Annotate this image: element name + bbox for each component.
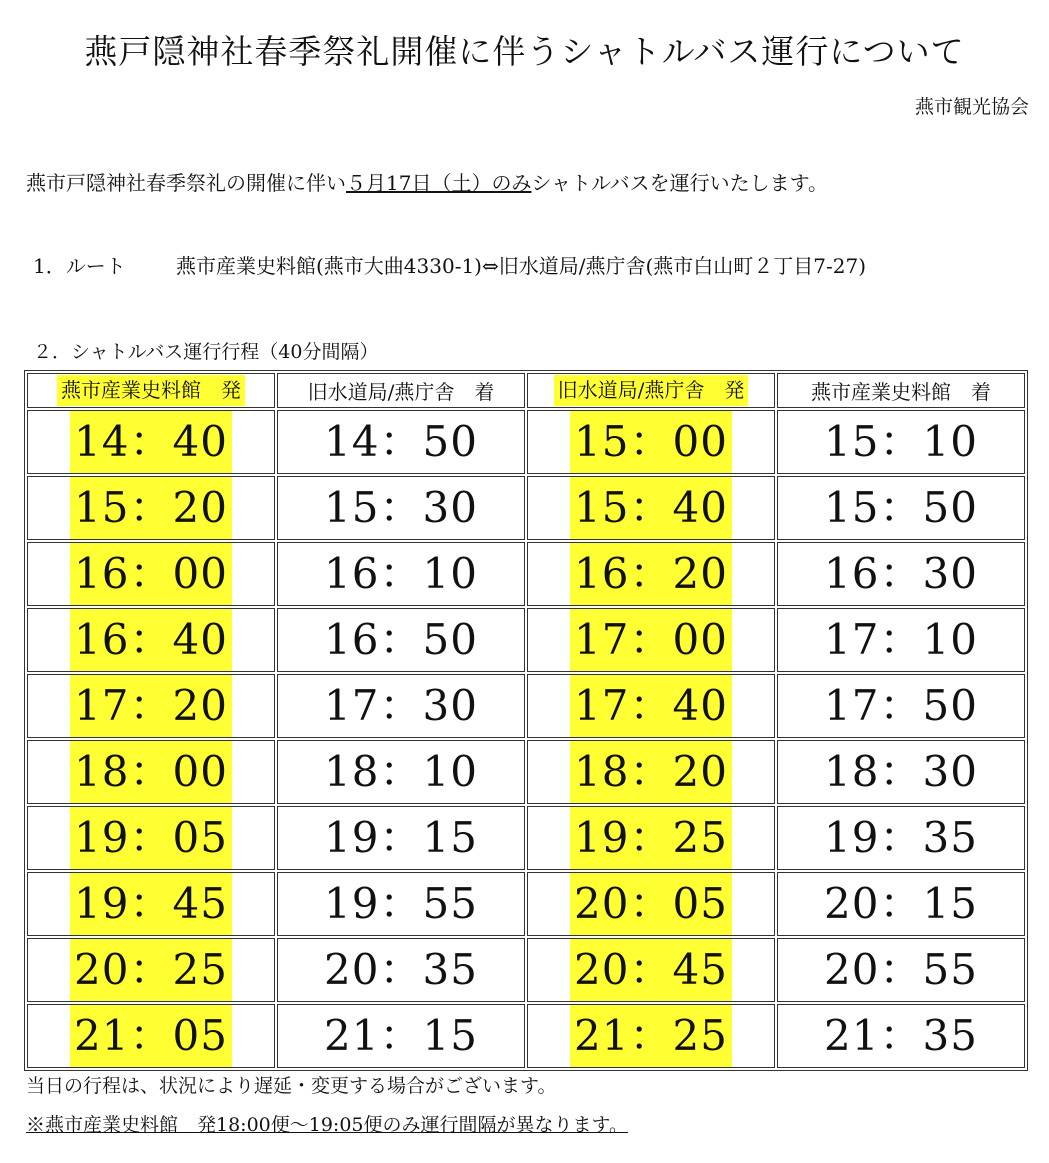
time-cell (527, 806, 775, 870)
interval-note: ※燕市産業史料館 発18:00便～19:05便のみ運行間隔が異なります。 (26, 1114, 628, 1136)
time-value: 15：50 (824, 483, 978, 532)
time-value: 16：50 (324, 615, 478, 664)
time-value: 16：00 (70, 543, 232, 605)
time-cell (277, 476, 525, 540)
time-cell (777, 872, 1025, 936)
header-cell (277, 373, 525, 408)
intro-text (26, 167, 828, 196)
time-value: 20：45 (570, 939, 732, 1001)
table-row (27, 1004, 1025, 1068)
time-cell (527, 740, 775, 804)
time-cell (777, 410, 1025, 474)
table-row (27, 740, 1025, 804)
time-value: 19：05 (70, 807, 232, 869)
table-row (27, 806, 1025, 870)
time-cell (27, 542, 275, 606)
time-cell (277, 608, 525, 672)
time-value: 20：55 (824, 945, 978, 994)
time-cell (27, 476, 275, 540)
time-value: 17：10 (824, 615, 978, 664)
time-value: 21：05 (70, 1005, 232, 1067)
time-cell (277, 938, 525, 1002)
time-cell (277, 410, 525, 474)
delay-note: 当日の行程は、状況により遅延・変更する場合がございます。 (26, 1075, 557, 1097)
time-value: 18：10 (324, 747, 478, 796)
time-cell (27, 740, 275, 804)
time-value: 15：20 (70, 477, 232, 539)
time-value: 18：30 (824, 747, 978, 796)
time-cell (777, 608, 1025, 672)
time-cell (777, 740, 1025, 804)
time-cell (527, 938, 775, 1002)
time-value: 15：30 (324, 483, 478, 532)
table-row (27, 608, 1025, 672)
time-cell (527, 1004, 775, 1068)
intro-before: 燕市戸隠神社春季祭礼の開催に伴い (26, 171, 346, 195)
time-cell (527, 872, 775, 936)
time-value: 19：55 (324, 879, 478, 928)
time-value: 20：15 (824, 879, 978, 928)
time-value: 19：45 (70, 873, 232, 935)
header-label: 燕市産業史料館 発 (57, 375, 245, 406)
header-cell (777, 373, 1025, 408)
time-cell (527, 674, 775, 738)
time-cell (27, 872, 275, 936)
time-value: 16：40 (70, 609, 232, 671)
time-value: 15：40 (570, 477, 732, 539)
time-cell (277, 1004, 525, 1068)
schedule-header-row (27, 373, 1025, 408)
time-cell (277, 872, 525, 936)
time-cell (27, 608, 275, 672)
schedule-table (24, 370, 1028, 1071)
intro-after: シャトルバスを運行いたします。 (531, 171, 829, 195)
time-value: 18：20 (570, 741, 732, 803)
table-row (27, 542, 1025, 606)
header-label: 旧水道局/燕庁舎 着 (307, 380, 495, 404)
time-value: 16：10 (324, 549, 478, 598)
header-label: 燕市産業史料館 着 (811, 380, 991, 404)
time-value: 18：00 (70, 741, 232, 803)
time-cell (27, 674, 275, 738)
time-value: 20：25 (70, 939, 232, 1001)
time-value: 20：35 (324, 945, 478, 994)
time-value: 17：30 (324, 681, 478, 730)
time-cell (777, 476, 1025, 540)
time-value: 21：35 (824, 1011, 978, 1060)
table-row (27, 938, 1025, 1002)
time-cell (527, 476, 775, 540)
time-value: 19：15 (324, 813, 478, 862)
time-value: 21：25 (570, 1005, 732, 1067)
page-title: 燕戸隠神社春季祭礼開催に伴うシャトルバス運行について (84, 32, 965, 71)
table-row (27, 872, 1025, 936)
time-cell (27, 410, 275, 474)
time-value: 14：40 (70, 411, 232, 473)
time-value: 15：10 (824, 417, 978, 466)
table-row (27, 410, 1025, 474)
time-value: 16：30 (824, 549, 978, 598)
time-cell (277, 542, 525, 606)
header-cell (527, 373, 775, 408)
time-cell (527, 542, 775, 606)
header-cell (27, 373, 275, 408)
time-cell (777, 674, 1025, 738)
time-cell (777, 806, 1025, 870)
table-row (27, 476, 1025, 540)
schedule-title: ２．シャトルバス運行行程（40分間隔） (33, 341, 379, 363)
time-value: 20：05 (570, 873, 732, 935)
time-value: 15：00 (570, 411, 732, 473)
schedule-body (27, 410, 1025, 1068)
time-cell (27, 806, 275, 870)
intro-date: ５月17日（土）のみ (346, 171, 532, 195)
time-cell (27, 1004, 275, 1068)
time-value: 17：50 (824, 681, 978, 730)
time-cell (277, 740, 525, 804)
time-cell (277, 674, 525, 738)
time-value: 21：15 (324, 1011, 478, 1060)
time-cell (277, 806, 525, 870)
time-cell (527, 410, 775, 474)
time-value: 19：35 (824, 813, 978, 862)
time-value: 16：20 (570, 543, 732, 605)
header-label: 旧水道局/燕庁舎 発 (554, 375, 749, 406)
route-text: 燕市産業史料館(燕市大曲4330-1)⇔旧水道局/燕庁舎(燕市白山町２丁目7-27) (176, 254, 867, 278)
table-row (27, 674, 1025, 738)
time-cell (27, 938, 275, 1002)
route-label: 1．ルート (33, 254, 126, 278)
time-cell (777, 1004, 1025, 1068)
time-value: 19：25 (570, 807, 732, 869)
organization-name: 燕市観光協会 (914, 96, 1029, 118)
route-section (33, 250, 866, 279)
time-cell (777, 938, 1025, 1002)
time-cell (527, 608, 775, 672)
time-cell (777, 542, 1025, 606)
time-value: 17：40 (570, 675, 732, 737)
time-value: 14：50 (324, 417, 478, 466)
time-value: 17：00 (570, 609, 732, 671)
time-value: 17：20 (70, 675, 232, 737)
